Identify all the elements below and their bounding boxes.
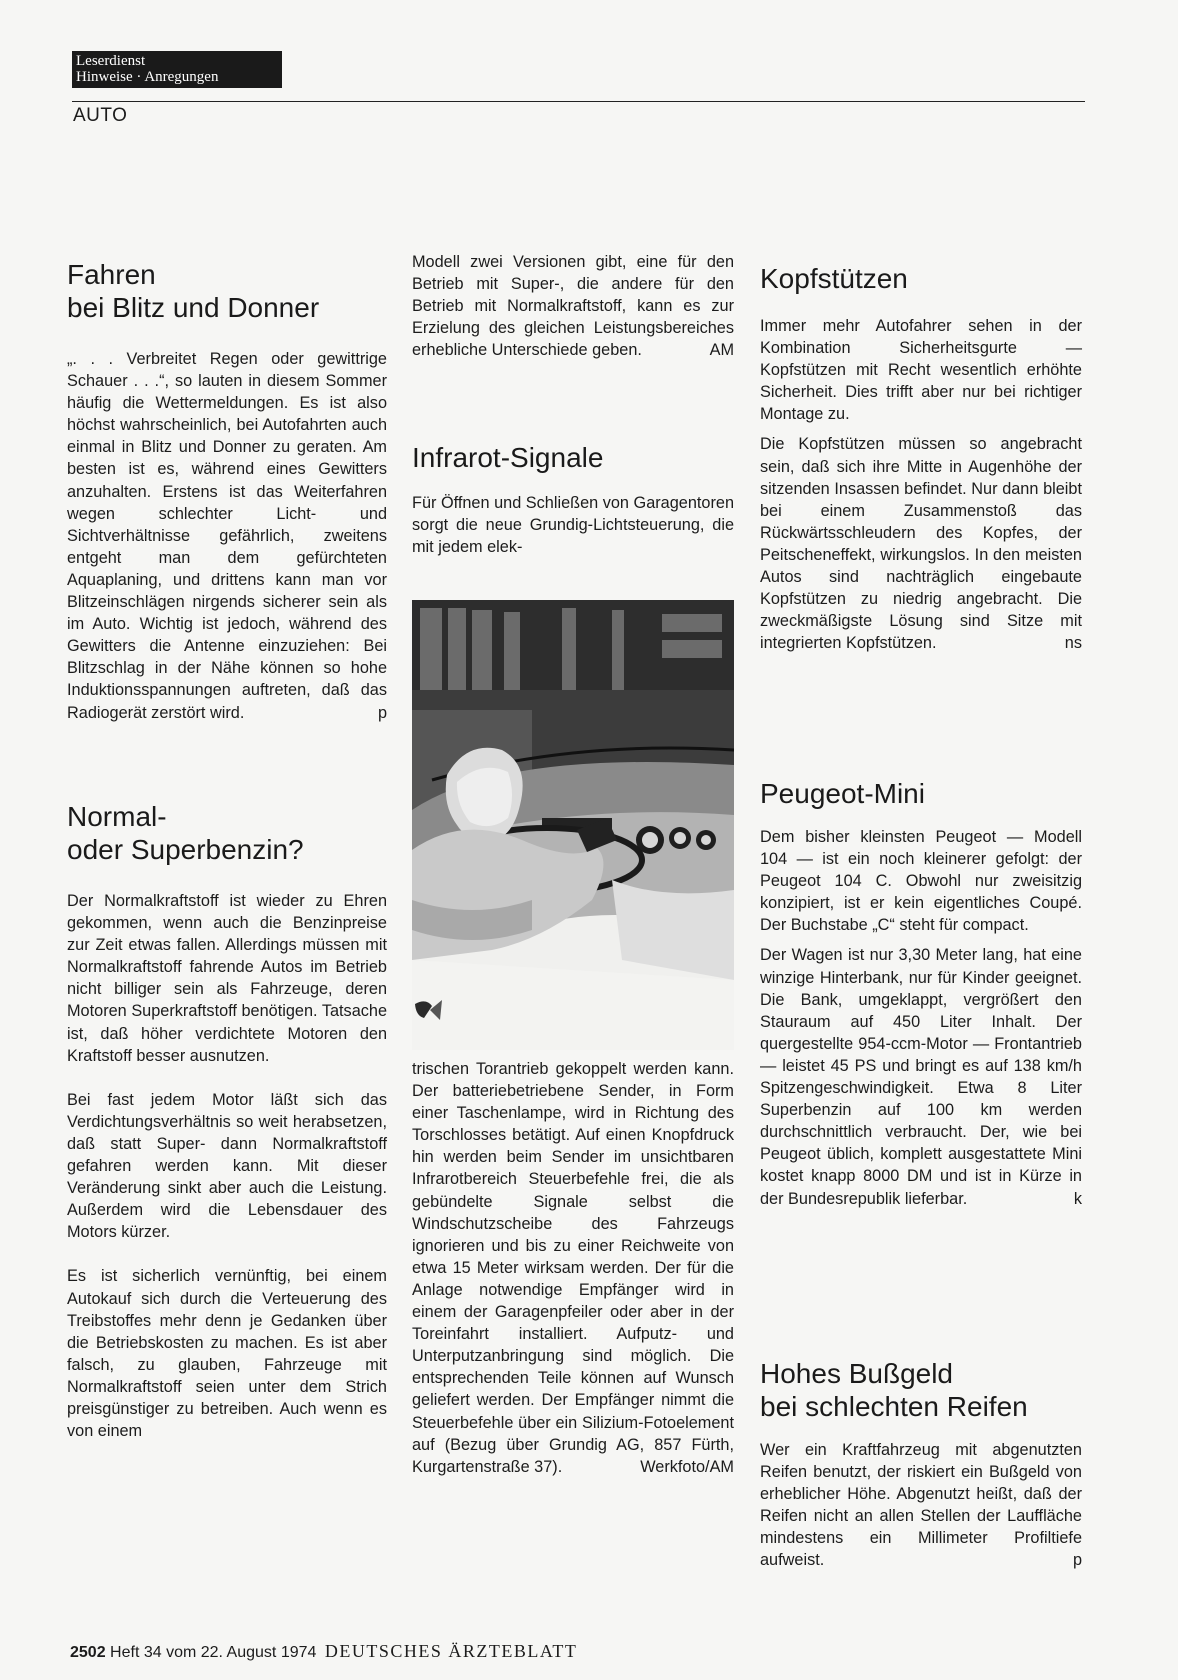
article-title: Kopfstützen [760,263,908,294]
header-rule [72,101,1085,102]
article-paragraph: Der Wagen ist nur 3,30 Meter lang, hat eine winzige Hinterbank, nur für Kinder geeignet. Die Bank, umgeklappt, vergrößert den Stauraum auf 450 Liter Inhalt. Der quergestellte 954-ccm-Motor — Frontantrieb — leistet 45 PS und bringt es auf 138 km/h Spitzengeschwindigkeit. Etwa 8 Liter Superbenzin auf 100 km werden durchschnittlich verbraucht. Der, wie bei Peugeot üblich, komplett ausgestattete Mini kostet knapp 8000 DM und ist in Kürze in der Bundesrepublik lieferbar. k [760,944,1082,1209]
article-title: Hohes Bußgeld bei schlechten Reifen [760,1358,1028,1422]
article-infrarot-continued [412,1058,734,1478]
article-paragraph: Die Kopfstützen müssen so angebracht sein, daß sich ihre Mitte in Augenhöhe der sitzenden Insassen befindet. Nur dann bleibt bei einem Zusammenstoß das Rückwärtsschleudern des Kopfes, der Peitscheneffekt, wirkungslos. In den meisten Autos sind nachträglich eingebaute Kopfstützen zu niedrig angebracht. Die zweckmäßigste Lösung sind Sitze mit integrierten Kopfstützen. ns [760,433,1082,654]
article-paragraph: Der Normalkraftstoff ist wieder zu Ehren gekommen, wenn auch die Benzinpreise zur Zeit etwas fallen. Allerdings müssen mit Normalkraftstoff fahrende Autos im Betrieb nicht billiger sein als Fahrzeuge, deren Motoren Superkraftstoff benötigen. Tatsache ist, daß höher verdichtete Motoren den Kraftstoff besser ausnutzen. [67,892,387,1065]
article-infrarot [412,441,734,558]
article-paragraph: Immer mehr Autofahrer sehen in der Kombination Sicherheitsgurte — Kopfstützen mit Recht wesentlich erhöhte Sicherheit. Dies trifft aber nur bei richtiger Montage zu. [760,317,1082,424]
rubric-box [72,51,282,88]
article-title: Infrarot-Signale [412,442,604,473]
article-paragraph: Wer ein Kraftfahrzeug mit abgenutzten Reifen benutzt, der riskiert ein Bußgeld von erheblicher Höhe. Abgenutzt heißt, daß der Reifen nicht an allen Stellen der Lauffläche mindestens ein Millimeter Profiltiefe aufweist. p [760,1439,1082,1572]
rubric-line-2: Hinweise · Anregungen [76,69,219,85]
photo-woman-in-car [412,600,734,1050]
article-title: Peugeot-Mini [760,778,925,809]
article-title: Fahren bei Blitz und Donner [67,259,320,323]
article-paragraph: Für Öffnen und Schließen von Garagentoren sorgt die neue Grundig-Lichtsteuerung, die mit jedem elek- [412,494,734,557]
page-footer [70,1641,577,1662]
rubric-line-1: Leserdienst [76,53,146,69]
photo-credit: Werkfoto/AM [640,1457,734,1476]
page-number: 2502 [70,1644,106,1661]
article-title: Normal- oder Superbenzin? [67,801,304,865]
section-title: AUTO [73,105,128,126]
article-paragraph: trischen Torantrieb gekoppelt werden kann. Der batteriebetriebene Sender, in Form einer Taschenlampe, wird in Richtung des Torschlosses betätigt. Auf einen Knopfdruck hin werden beim Sender im unsichtbaren Infrarotbereich Steuerbefehle frei, die als gebündelte Signale selbst die Windschutzscheibe des Fahrzeugs ignorieren und bis zu einer Reichweite von etwa 15 Meter wirksam werden. Der für die Anlage notwendige Empfänger wird in einem der Garagenpfeiler oder aber in der Toreinfahrt installiert. Aufputz- und Unterputzanbringung sind möglich. Die entsprechenden Teile können auf Wunsch geliefert werden. Der Empfänger nimmt die Steuerbefehle über ein Silizium-Fotoelement auf (Bezug über Grundig AG, 857 Fürth, Kurgartenstraße 37). Werkfoto/AM [412,1058,734,1478]
article-gewitter [67,258,387,724]
article-paragraph: Dem bisher kleinsten Peugeot — Modell 104 — ist ein noch kleinerer gefolgt: der Peugeot 104 C. Obwohl nur zweisitzig konzipiert, ist er kein eigentliches Coupé. Der Buchstabe „C“ steht für compact. [760,828,1082,935]
article-benzin-continued [412,251,734,361]
magazine-name: DEUTSCHES ÄRZTEBLATT [324,1641,578,1661]
article-kopfstuetzen [760,262,1082,654]
article-paragraph: Bei fast jedem Motor läßt sich das Verdichtungsverhältnis so weit herabsetzen, daß statt Super- dann Normalkraftstoff gefahren werden kann. Mit dieser Veränderung sinkt aber auch die Leistung. Außerdem wird die Lebensdauer des Motors kürzer. [67,1090,387,1242]
author-sig: p [1072,1551,1082,1570]
author-sig: p [377,703,387,722]
article-peugeot [760,777,1082,1210]
author-sig: k [1073,1189,1082,1208]
article-paragraph: Es ist sicherlich vernünftig, bei einem Autokauf sich durch die Verteuerung des Treibstoffes mehr denn je Gedanken über die Betriebskosten zu machen. Es ist aber falsch, zu glauben, Fahrzeuge mit Normalkraftstoff seien unter dem Strich preisgünstiger zu betreiben. Auch wenn es von einem [67,1267,387,1441]
article-body: „. . . Verbreitet Regen oder gewittrige Schauer . . .“, so lauten in diesem Sommer häufig die Wettermeldungen. Es ist also höchst wahrscheinlich, bei Autofahrten auch einmal in Blitz und Donner zu geraten. Am besten ist es, während eines Gewitters anzuhalten. Erstens ist das Weiterfahren wegen schlechter Licht- und Sichtverhältnisse gefährlich, zweitens entgeht man dem gefürchteten Aquaplaning, und drittens kann man vor Blitzeinschlägen nirgends sicherer sein als im Auto. Wichtig ist jedoch, während des Gewitters die Antenne einzuziehen: Bei Blitzschlag in der Nähe können so hohe Induktionsspannungen auftreten, daß das Radiogerät zerstört wird. p [67,348,387,724]
issue-info: Heft 34 vom 22. August 1974 [110,1644,317,1661]
author-sig: AM [709,341,734,360]
article-benzin [67,800,387,1442]
article-photo [412,600,734,1050]
article-paragraph: Modell zwei Versionen gibt, eine für den Betrieb mit Super-, die andere für den Betrieb mit Normalkraftstoff, kann es zur Erzielung des gleichen Leistungsbereiches erhebliche Unterschiede geben. AM [412,251,734,361]
author-sig: ns [1064,634,1082,653]
article-reifen [760,1357,1082,1572]
